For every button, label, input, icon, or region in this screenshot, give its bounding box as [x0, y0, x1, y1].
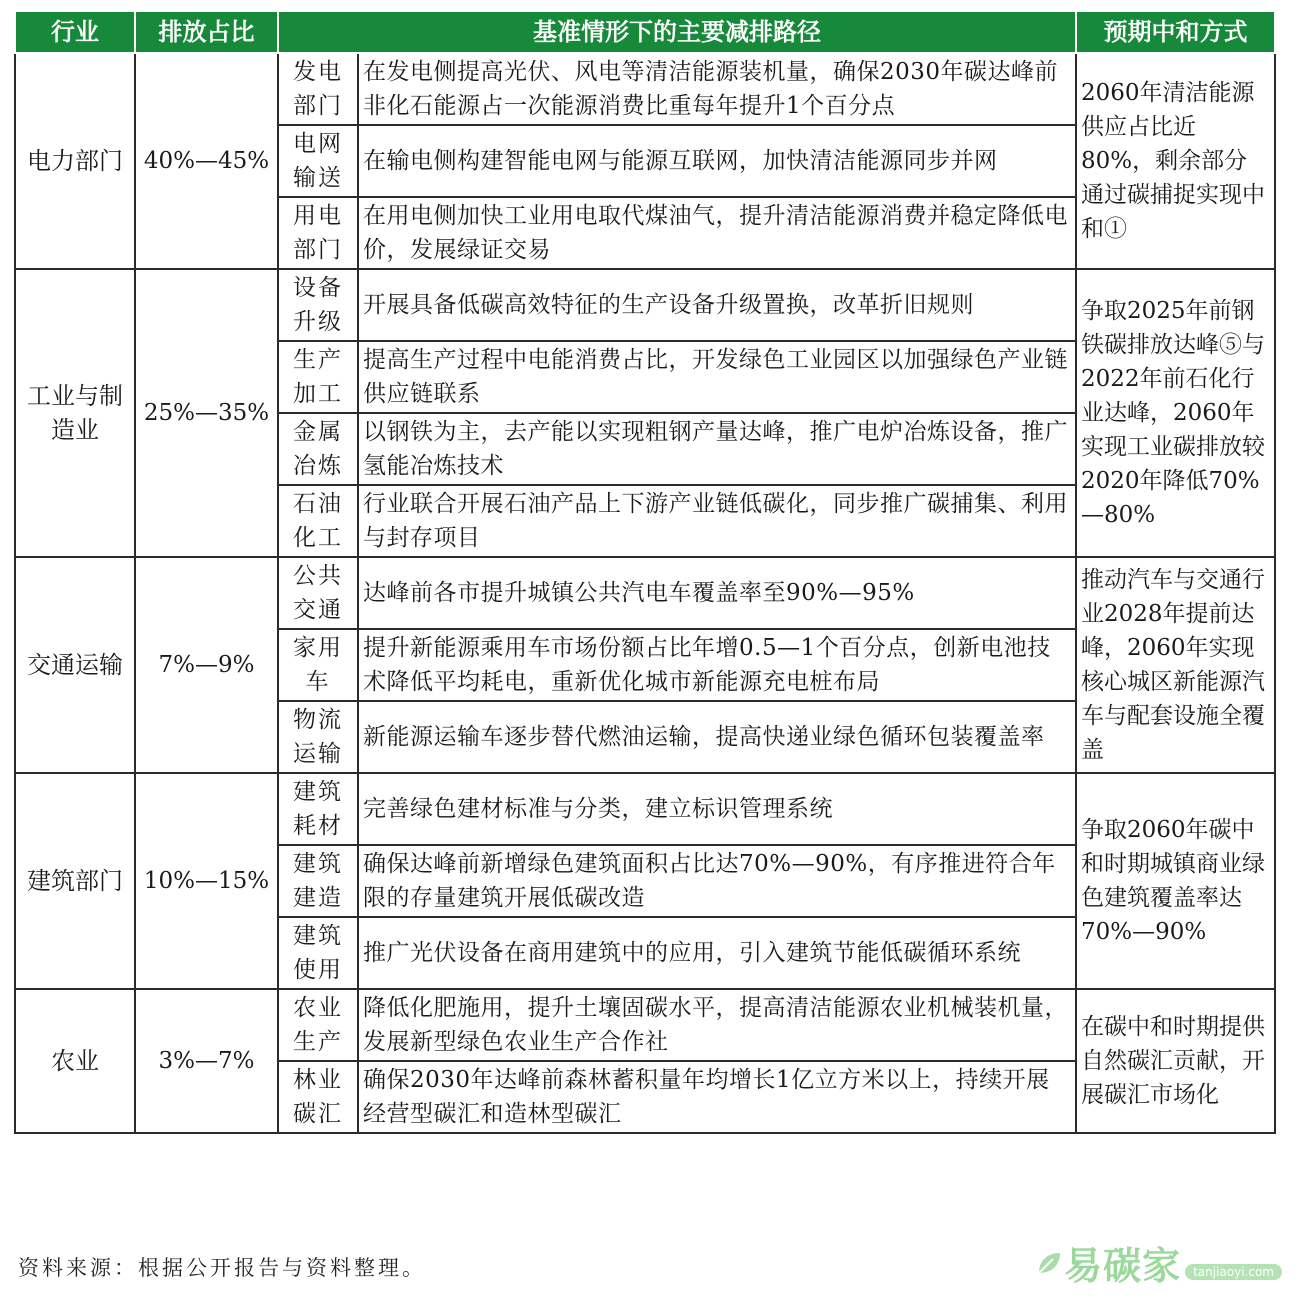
source-note: 资料来源：根据公开报告与资料整理。 — [18, 1256, 426, 1280]
subsector-cell: 林业碳汇 — [278, 1061, 358, 1133]
header-share: 排放占比 — [135, 11, 278, 53]
subsector-cell: 农业生产 — [278, 989, 358, 1061]
subsector-cell: 家用车 — [278, 629, 358, 701]
path-cell: 提高生产过程中电能消费占比，开发绿色工业园区以加强绿色产业链供应链联系 — [358, 341, 1076, 413]
path-cell: 降低化肥施用，提升土壤固碳水平，提高清洁能源农业机械装机量，发展新型绿色农业生产合作社 — [358, 989, 1076, 1061]
subsector-cell: 物流运输 — [278, 701, 358, 773]
path-cell: 确保达峰前新增绿色建筑面积占比达70%—90%，有序推进符合年限的存量建筑开展低碳改造 — [358, 845, 1076, 917]
table-row — [15, 53, 1275, 125]
subsector-cell: 建筑使用 — [278, 917, 358, 989]
path-cell: 行业联合开展石油产品上下游产业链低碳化，同步推广碳捕集、利用与封存项目 — [358, 485, 1076, 557]
path-cell: 推广光伏设备在商用建筑中的应用，引入建筑节能低碳循环系统 — [358, 917, 1076, 989]
share-cell: 10%—15% — [135, 773, 278, 989]
path-cell: 提升新能源乘用车市场份额占比年增0.5—1个百分点，创新电池技术降低平均耗电，重新优化城市新能源充电桩布局 — [358, 629, 1076, 701]
path-cell: 完善绿色建材标准与分类，建立标识管理系统 — [358, 773, 1076, 845]
table-row — [15, 557, 1275, 629]
leaf-icon — [1036, 1250, 1062, 1276]
watermark-url: tanjiaoyi.com — [1185, 1264, 1282, 1280]
goal-cell: 推动汽车与交通行业2028年提前达峰，2060年实现核心城区新能源汽车与配套设施全覆盖 — [1076, 557, 1275, 773]
share-cell: 40%—45% — [135, 53, 278, 269]
table-row — [15, 269, 1275, 341]
path-cell: 以钢铁为主，去产能以实现粗钢产量达峰，推广电炉冶炼设备，推广氢能冶炼技术 — [358, 413, 1076, 485]
industry-cell: 交通运输 — [15, 557, 135, 773]
header-industry: 行业 — [15, 11, 135, 53]
subsector-cell: 建筑建造 — [278, 845, 358, 917]
table-header-row — [15, 11, 1275, 53]
emission-reduction-table — [14, 10, 1276, 1134]
path-cell: 在输电侧构建智能电网与能源互联网，加快清洁能源同步并网 — [358, 125, 1076, 197]
subsector-cell: 石油化工 — [278, 485, 358, 557]
table-row — [15, 773, 1275, 845]
subsector-cell: 生产加工 — [278, 341, 358, 413]
path-cell: 确保2030年达峰前森林蓄积量年均增长1亿立方米以上，持续开展经营型碳汇和造林型碳汇 — [358, 1061, 1076, 1133]
goal-cell: 在碳中和时期提供自然碳汇贡献，开展碳汇市场化 — [1076, 989, 1275, 1133]
share-cell: 7%—9% — [135, 557, 278, 773]
watermark-name: 易碳家 — [1064, 1244, 1182, 1288]
industry-cell: 电力部门 — [15, 53, 135, 269]
subsector-cell: 设备升级 — [278, 269, 358, 341]
path-cell: 在用电侧加快工业用电取代煤油气，提升清洁能源消费并稳定降低电价，发展绿证交易 — [358, 197, 1076, 269]
header-goal: 预期中和方式 — [1076, 11, 1275, 53]
watermark-logo — [1036, 1235, 1282, 1290]
table-row — [15, 989, 1275, 1061]
goal-cell: 2060年清洁能源供应占比近80%，剩余部分通过碳捕捉实现中和① — [1076, 53, 1275, 269]
industry-cell: 工业与制造业 — [15, 269, 135, 557]
goal-cell: 争取2060年碳中和时期城镇商业绿色建筑覆盖率达70%—90% — [1076, 773, 1275, 989]
subsector-cell: 建筑耗材 — [278, 773, 358, 845]
industry-cell: 农业 — [15, 989, 135, 1133]
path-cell: 新能源运输车逐步替代燃油运输，提高快递业绿色循环包装覆盖率 — [358, 701, 1076, 773]
subsector-cell: 公共交通 — [278, 557, 358, 629]
industry-cell: 建筑部门 — [15, 773, 135, 989]
subsector-cell: 发电部门 — [278, 53, 358, 125]
path-cell: 开展具备低碳高效特征的生产设备升级置换，改革折旧规则 — [358, 269, 1076, 341]
path-cell: 在发电侧提高光伏、风电等清洁能源装机量，确保2030年碳达峰前非化石能源占一次能源消费比重每年提升1个百分点 — [358, 53, 1076, 125]
goal-cell: 争取2025年前钢铁碳排放达峰⑤与2022年前石化行业达峰，2060年实现工业碳排放较2020年降低70%—80% — [1076, 269, 1275, 557]
share-cell: 25%—35% — [135, 269, 278, 557]
subsector-cell: 用电部门 — [278, 197, 358, 269]
share-cell: 3%—7% — [135, 989, 278, 1133]
subsector-cell: 电网输送 — [278, 125, 358, 197]
header-path: 基准情形下的主要减排路径 — [278, 11, 1076, 53]
path-cell: 达峰前各市提升城镇公共汽电车覆盖率至90%—95% — [358, 557, 1076, 629]
subsector-cell: 金属冶炼 — [278, 413, 358, 485]
